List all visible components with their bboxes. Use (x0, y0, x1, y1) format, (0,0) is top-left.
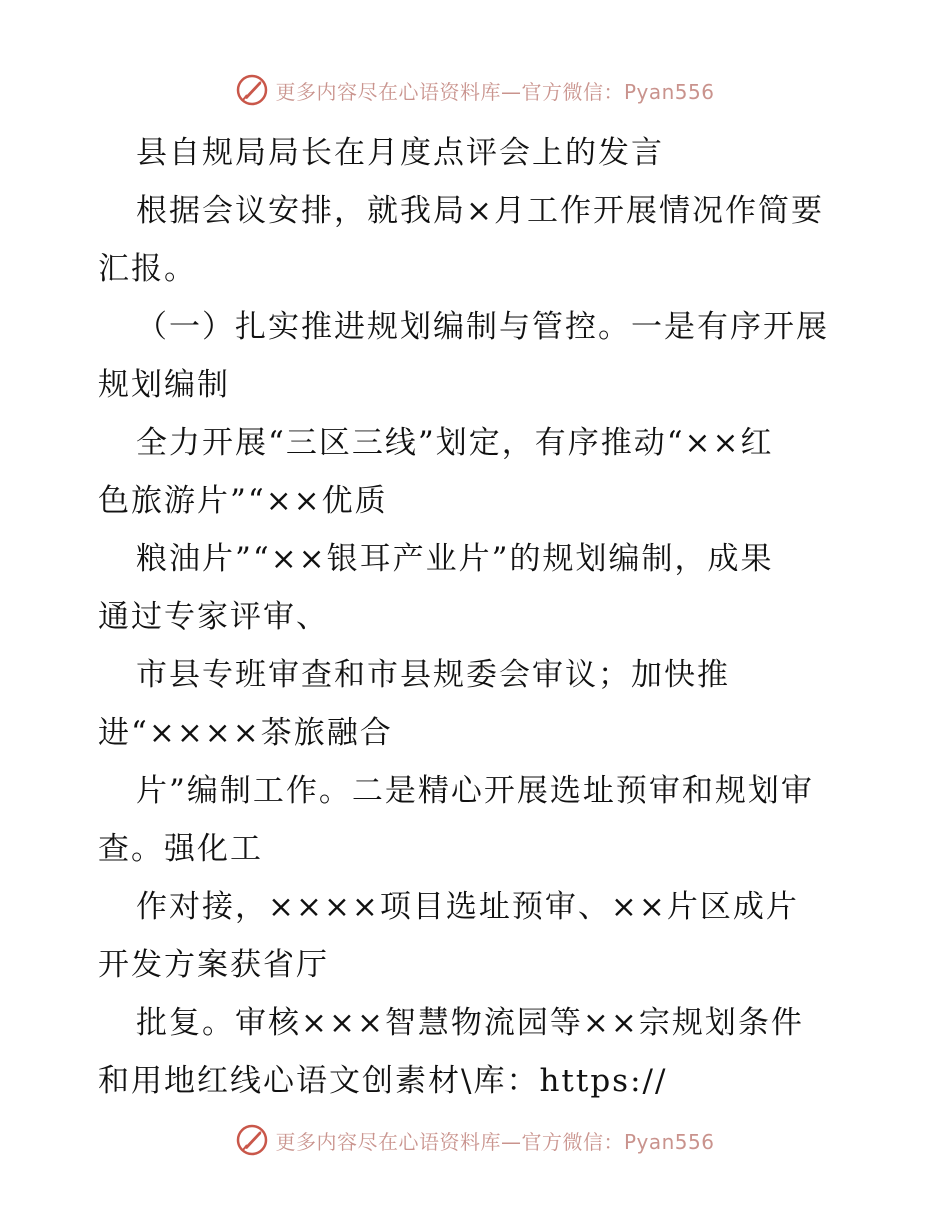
text-line: 全力开展“三区三线”划定，有序推动“××红 (136, 425, 774, 461)
text-line: 片”编制工作。二是精心开展选址预审和规划审 (136, 773, 814, 809)
text-line: 县自规局局长在月度点评会上的发言 (136, 135, 664, 171)
feather-pen-icon (235, 73, 269, 107)
feather-pen-icon (235, 1123, 269, 1157)
text-line: 批复。审核×××智慧物流园等××宗规划条件 (136, 1005, 804, 1041)
text-line: 色旅游片”“××优质 (98, 483, 388, 519)
text-line: 汇报。 (98, 251, 197, 287)
text-line: 规划编制 (98, 367, 230, 403)
text-line: 通过专家评审、 (98, 599, 329, 635)
text-line: 和用地红线心语文创素材\库：https:// (98, 1063, 668, 1099)
footer-watermark (0, 1122, 950, 1158)
text-line: 查。强化工 (98, 831, 263, 867)
text-line: 根据会议安排，就我局×月工作开展情况作简要 (136, 193, 824, 229)
text-line: 市县专班审查和市县规委会审议；加快推 (136, 657, 730, 693)
text-line: 作对接，××××项目选址预审、××片区成片 (136, 889, 799, 925)
text-line: 开发方案获省厅 (98, 947, 329, 983)
text-line: 进“××××茶旅融合 (98, 715, 393, 751)
text-line: （一）扎实推进规划编制与管控。一是有序开展 (136, 309, 829, 345)
watermark-text: 更多内容尽在心语资料库—官方微信：Pyan556 (275, 79, 715, 104)
text-line: 粮油片”“××银耳产业片”的规划编制，成果 (136, 541, 774, 577)
header-watermark (0, 72, 950, 108)
document-body (98, 124, 858, 1110)
watermark-text: 更多内容尽在心语资料库—官方微信：Pyan556 (275, 1129, 715, 1154)
